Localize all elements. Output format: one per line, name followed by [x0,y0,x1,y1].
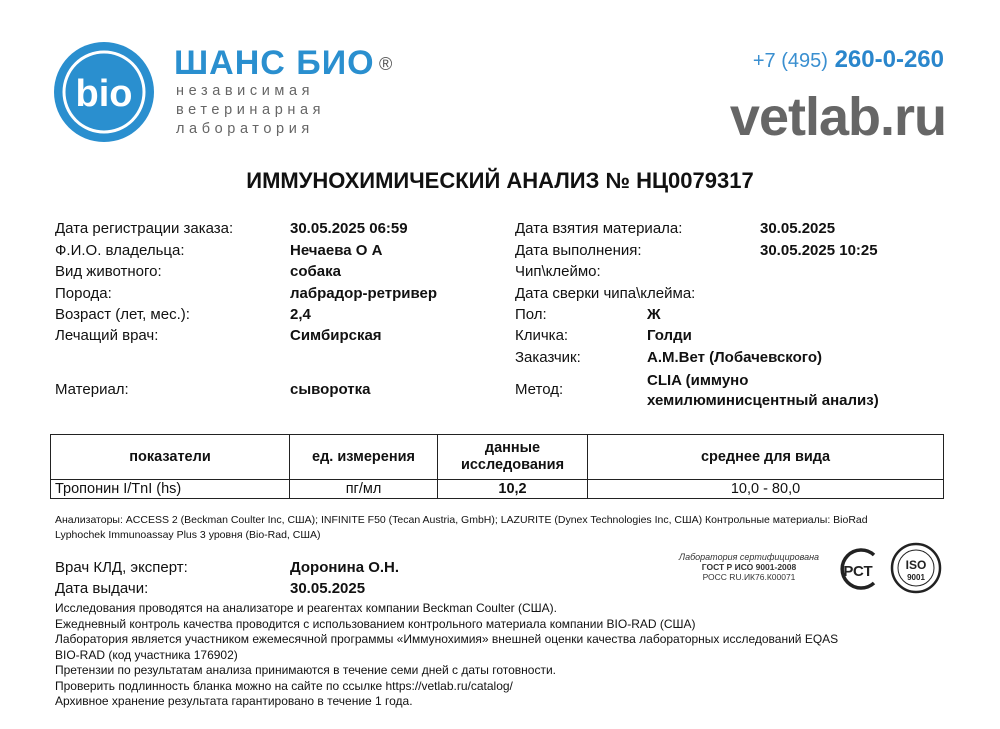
brand-subtitle-line: ветеринарная [176,102,326,118]
iso-certification-icon [890,542,942,594]
info-value: Голди [647,327,692,344]
note-line: Проверить подлинность бланка можно на сайте по ссылке https://vetlab.ru/catalog/ [55,678,513,693]
report-title: ИММУНОХИМИЧЕСКИЙ АНАЛИЗ № НЦ0079317 [246,168,754,193]
info-value: 30.05.2025 10:25 [760,242,878,259]
brand-registered-mark: ® [379,54,393,74]
iso-number-text: 9001 [907,573,925,582]
info-value: 30.05.2025 06:59 [290,220,408,237]
pct-mark-text: РСТ [843,563,873,580]
info-label: Порода: [55,285,112,302]
info-value: собака [290,263,341,280]
info-label: Дата сверки чипа\клейма: [515,285,696,302]
analyzers-line: Анализаторы: ACCESS 2 (Beckman Coulter Inc, США); INFINITE F50 (Tecan Austria, GmbH); LAZURITE (Dynex Technologies Inc, США) Контрольные материалы: BioRad [55,514,868,526]
info-label: Дата взятия материала: [515,220,683,237]
signature-label: Врач КЛД, эксперт: [55,559,188,576]
info-label: Лечащий врач: [55,327,159,344]
info-label: Чип\клеймо: [515,263,601,280]
signature-value: Доронина О.Н. [290,559,400,576]
signature-value: 30.05.2025 [290,580,366,597]
info-label: Пол: [515,306,547,323]
column-header: среднее для вида [588,435,944,480]
info-label: Метод: [515,381,564,398]
info-value: Симбирская [290,327,382,344]
info-label: Заказчик: [515,349,581,366]
info-label: Кличка: [515,327,569,344]
certification-block [668,552,830,582]
contact-phone[interactable] [753,46,944,74]
info-value: CLIA (иммуно [647,372,749,389]
table-row [51,480,944,499]
note-line: Лаборатория является участником ежемесячной программы «Иммунохимия» внешней оценки качества лабораторных исследований EQAS [55,632,839,646]
info-value: сыворотка [290,381,371,398]
site-link[interactable]: vetlab.ru [729,87,946,147]
phone-code: +7 (495) [752,50,828,72]
info-label: Дата регистрации заказа: [55,220,234,237]
note-line: Исследования проводятся на анализаторе и реагентах компании Beckman Coulter (США). [55,601,557,615]
info-value: 2,4 [290,306,311,323]
column-header: ед. измерения [290,435,438,480]
cert-line: РОСС RU.ИК76.К00071 [702,572,796,582]
cell-indicator: Тропонин I/TnI (hs) [51,480,290,499]
brand-name: ШАНС БИО [174,44,375,82]
brand-subtitle-line: лаборатория [176,121,314,137]
info-label: Ф.И.О. владельца: [55,242,185,259]
footer-notes [55,601,945,710]
analyzers-info [55,513,945,543]
column-header-line: исследования [460,457,565,473]
bio-logo-icon [52,40,156,144]
info-value: хемилюминисцентный анализ) [647,392,879,409]
pct-certification-icon [834,546,886,592]
info-label: Вид животного: [55,263,162,280]
info-label: Дата выполнения: [515,242,642,259]
info-label: Материал: [55,381,129,398]
note-line: Архивное хранение результата гарантировано в течение 1 года. [55,694,413,708]
info-value: Ж [647,306,661,323]
logo-text: bio [75,73,133,115]
note-line: Претензии по результатам анализа принимаются в течение семи дней с даты готовности. [55,663,557,677]
cell-result: 10,2 [438,480,588,499]
signature-label: Дата выдачи: [55,580,149,597]
note-line: Ежедневный контроль качества проводится с использованием контрольного материала компании BIO-RAD (США) [55,616,696,631]
info-value: А.М.Вет (Лобачевского) [647,349,822,366]
cell-unit: пг/мл [290,480,438,499]
info-value: лабрадор-ретривер [290,285,438,302]
note-line: BIO-RAD (код участника 176902) [55,647,238,662]
phone-number: 260-0-260 [834,46,944,73]
cert-line: Лаборатория сертифицирована [678,552,820,562]
table-header-row [51,435,944,480]
cert-line: ГОСТ Р ИСО 9001-2008 [701,562,797,572]
cell-reference: 10,0 - 80,0 [588,480,944,499]
iso-mark-text: ISO [905,558,927,572]
info-label: Возраст (лет, мес.): [55,306,190,323]
column-header-line: данные [484,440,541,456]
info-value: 30.05.2025 [760,220,836,237]
column-header [438,435,588,480]
results-table [50,434,944,499]
brand-subtitle-line: независимая [176,83,315,99]
column-header: показатели [51,435,290,480]
analyzers-line: Lyphochek Immunoassay Plus 3 уровня (Bio-Rad, США) [55,529,321,541]
info-value: Нечаева О А [290,242,383,259]
